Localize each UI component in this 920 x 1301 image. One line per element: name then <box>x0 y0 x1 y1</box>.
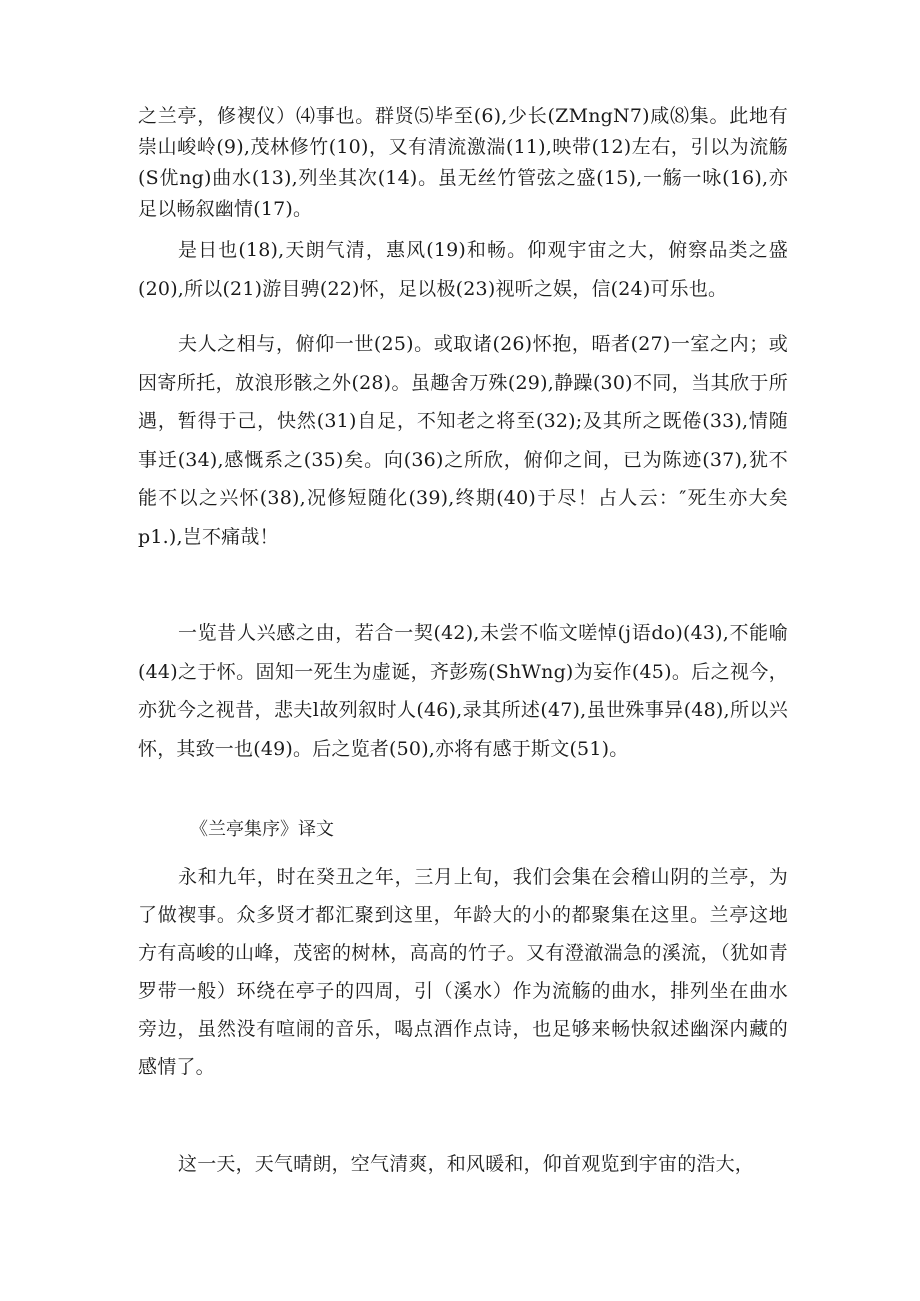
section-title: 《兰亭集序》译文 <box>190 819 334 840</box>
paragraph-3: 夫人之相与，俯仰一世(25)。或取诸(26)怀抱，晤者(27)一室之内；或因寄所托，放浪形骸之外(28)。虽趣舍万殊(29),静躁(30)不同，当其欣于所遇，暂得于己，快然(31)自足，不知老之将至(32);及其所之既倦(33),情随事迁(34),感慨系之(35)矣。向(36)之所欣，俯仰之间，已为陈迹(37),犹不能不以之兴怀(38),况修短随化(39),终期(40)于尽！占人云：″死生亦大矣p1.),岂不痛哉！ <box>138 333 788 548</box>
paragraph-2: 是日也(18),天朗气清，惠风(19)和畅。仰观宇宙之大，俯察品类之盛(20),所以(21)游目骋(22)怀，足以极(23)视听之娱，信(24)可乐也。 <box>138 239 788 300</box>
paragraph-5: 永和九年，时在癸丑之年，三月上旬，我们会集在会稽山阴的兰亭，为了做褉事。众多贤才都汇聚到这里，年龄大的小的都聚集在这里。兰亭这地方有高峻的山峰，茂密的树林，高高的竹子。又有澄澈湍急的溪流，（犹如青罗带一般）环绕在亭子的四周，引（溪水）作为流觞的曲水，排列坐在曲水旁边，虽然没有喧闹的音乐，喝点酒作点诗，也足够来畅快叙述幽深内藏的感情了。 <box>138 866 788 1078</box>
paragraph-6: 这一天，天气晴朗，空气清爽，和风暖和，仰首观览到宇宙的浩大， <box>178 1153 755 1175</box>
paragraph-1: 之兰亭，修褉仪）⑷事也。群贤⑸毕至(6),少长(ZMngN7)咸⑻集。此地有崇山峻岭(9),茂林修竹(10)，又有清流激湍(11),映带(12)左右，引以为流觞(S优ng)曲水(13),列坐其次(14)。虽无丝竹管弦之盛(15),一觞一咏(16),亦足以畅叙幽情(17)。 <box>138 105 788 220</box>
paragraph-4: 一览昔人兴感之由，若合一契(42),未尝不临文嗟悼(j语do)(43),不能喻(44)之于怀。固知一死生为虚诞，齐彭殇(ShWng)为妄作(45)。后之视今，亦犹今之视昔，悲夫l故列叙时人(46),录其所述(47),虽世殊事异(48),所以兴怀，其致一也(49)。后之览者(50),亦将有感于斯文(51)。 <box>138 622 788 760</box>
